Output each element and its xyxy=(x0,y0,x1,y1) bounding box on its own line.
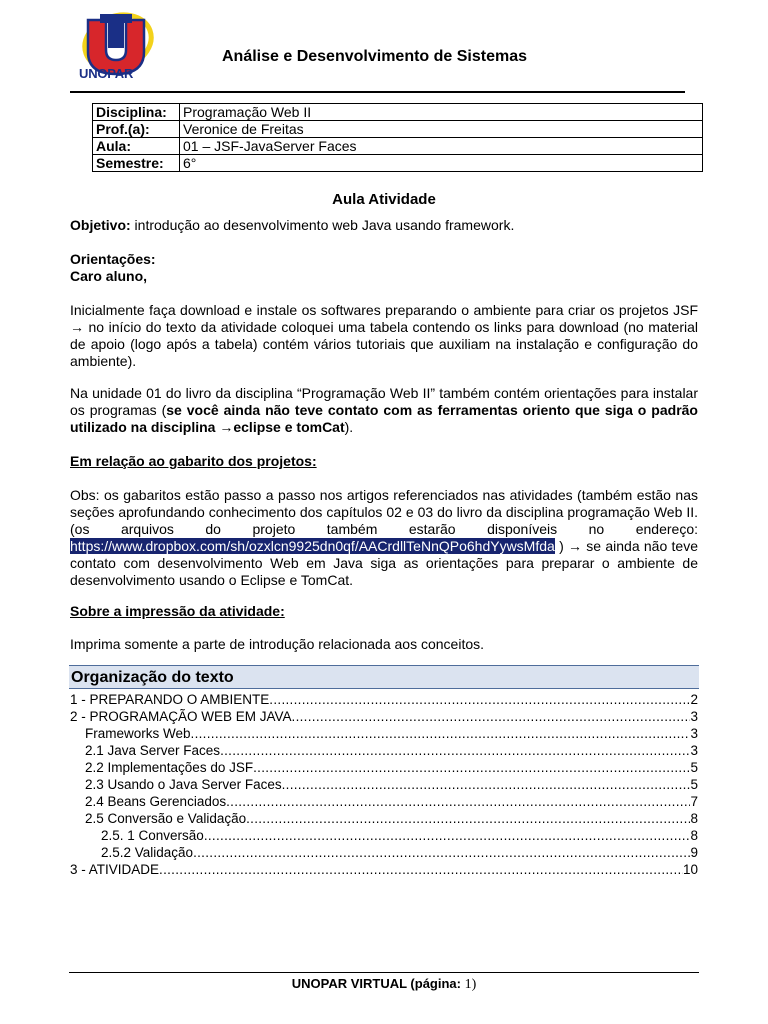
toc-entry-page: 2 xyxy=(690,692,698,707)
table-of-contents xyxy=(70,691,698,878)
arrow-icon: → xyxy=(219,419,234,435)
page-footer xyxy=(0,976,768,993)
footer-text: UNOPAR VIRTUAL (página: xyxy=(291,976,465,991)
table-row xyxy=(93,121,703,138)
arrow-icon: → xyxy=(568,538,583,554)
toc-entry-title: 2.2 Implementações do JSF xyxy=(85,760,254,775)
toc-entry-page: 10 xyxy=(682,862,698,877)
toc-entry[interactable] xyxy=(70,691,698,708)
orientacoes-label: Orientações: xyxy=(70,251,156,267)
table-row xyxy=(93,138,703,155)
paragraph-bold-text: eclipse e tomCat xyxy=(233,419,345,435)
header-divider xyxy=(70,91,685,93)
toc-entry-page: 9 xyxy=(690,845,698,860)
toc-dot-leader xyxy=(253,759,690,776)
paragraph-text: no início do texto da atividade coloquei uma tabela contendo os links para download (no material de apoio (logo após a tabela) contém vários tutoriais que auxiliam na instalação e configuração do ambiente). xyxy=(70,319,698,369)
toc-dot-leader xyxy=(282,776,691,793)
impressao-text: Imprima somente a parte de introdução relacionada aos conceitos. xyxy=(70,636,485,652)
toc-entry[interactable] xyxy=(70,708,698,725)
toc-entry-title: 2.5 Conversão e Validação xyxy=(85,811,247,826)
toc-entry-page: 8 xyxy=(690,828,698,843)
paragraph-text: ). xyxy=(344,419,354,435)
paragraph-text: ) xyxy=(554,538,569,554)
toc-entry-page: 3 xyxy=(690,709,698,724)
info-value: 6° xyxy=(180,155,703,172)
toc-entry[interactable] xyxy=(70,742,698,759)
toc-entry-title: 3 - ATIVIDADE xyxy=(70,862,160,877)
toc-entry-title: Frameworks Web xyxy=(85,726,191,741)
toc-entry[interactable] xyxy=(70,827,698,844)
toc-entry[interactable] xyxy=(70,759,698,776)
toc-entry-page: 3 xyxy=(690,743,698,758)
toc-entry-page: 8 xyxy=(690,811,698,826)
objetivo-label: Objetivo: xyxy=(70,217,131,233)
toc-entry[interactable] xyxy=(70,725,698,742)
toc-entry[interactable] xyxy=(70,861,698,878)
toc-dot-leader xyxy=(246,810,690,827)
toc-entry-page: 5 xyxy=(690,760,698,775)
info-label: Aula: xyxy=(93,138,180,155)
greeting: Caro aluno, xyxy=(70,268,148,284)
paragraph-text: Inicialmente faça download e instale os softwares preparando o ambiente para criar os projetos JSF xyxy=(70,302,698,318)
toc-entry-title: 2.5. 1 Conversão xyxy=(101,828,204,843)
objetivo-paragraph xyxy=(70,217,698,234)
logo-text: UNOPAR xyxy=(79,66,134,81)
toc-entry-title: 2.3 Usando o Java Server Faces xyxy=(85,777,282,792)
toc-entry-title: 2.5.2 Validação xyxy=(101,845,194,860)
dropbox-link[interactable]: https://www.dropbox.com/sh/ozxlcn9925dn0qf/AACrdllTeNnQPo6hdYywsMfda xyxy=(70,538,555,554)
toc-dot-leader xyxy=(226,793,690,810)
info-label: Disciplina: xyxy=(93,104,180,121)
paragraph-text: se ainda não teve contato com desenvolvimento Web em Java siga as orientações para preparar o ambiente de desenvolvimento usando o Eclipse e TomCat. xyxy=(70,538,698,588)
toc-heading: Organização do texto xyxy=(69,665,699,689)
toc-dot-leader xyxy=(292,708,691,725)
info-label: Prof.(a): xyxy=(93,121,180,138)
toc-entry[interactable] xyxy=(70,844,698,861)
paragraph-unidade xyxy=(70,385,698,436)
section-title: Aula Atividade xyxy=(332,191,436,208)
toc-entry-title: 2.4 Beans Gerenciados xyxy=(85,794,227,809)
table-row xyxy=(93,155,703,172)
paragraph-gabarito xyxy=(70,487,698,589)
toc-entry-page: 7 xyxy=(690,794,698,809)
toc-entry[interactable] xyxy=(70,793,698,810)
objetivo-text: introdução ao desenvolvimento web Java usando framework. xyxy=(130,217,515,233)
page-title: Análise e Desenvolvimento de Sistemas xyxy=(222,48,528,65)
orientacoes-heading xyxy=(70,251,698,285)
toc-entry[interactable] xyxy=(70,810,698,827)
toc-entry-title: 2.1 Java Server Faces xyxy=(85,743,221,758)
paragraph-intro xyxy=(70,302,698,370)
impressao-heading: Sobre a impressão da atividade: xyxy=(70,603,285,619)
info-value: 01 – JSF-JavaServer Faces xyxy=(180,138,703,155)
toc-dot-leader xyxy=(159,861,683,878)
gabarito-heading: Em relação ao gabarito dos projetos: xyxy=(70,453,317,469)
paragraph-bold-text: se você ainda não teve contato com as ferramentas oriento que siga o padrão utilizado na disciplina xyxy=(70,402,698,435)
paragraph-text: Obs: os gabaritos estão passo a passo nos artigos referenciados nas atividades (também estão nas seções aprofundando conhecimento dos capítulos 02 e 03 do livro da disciplina programação Web II. (os arquivos do projeto também estarão disponíveis no endereço: xyxy=(70,487,698,537)
table-row xyxy=(93,104,703,121)
toc-entry-title: 1 - PREPARANDO O AMBIENTE xyxy=(70,692,270,707)
toc-dot-leader xyxy=(220,742,690,759)
toc-entry-title: 2 - PROGRAMAÇÃO WEB EM JAVA xyxy=(70,709,292,724)
arrow-icon: → xyxy=(70,319,84,335)
toc-dot-leader xyxy=(191,725,691,742)
course-info-table xyxy=(92,103,703,172)
paragraph-text: Na unidade 01 do livro da disciplina “Programação Web II” também contém orientações para instalar os programas ( xyxy=(70,385,698,418)
footer-divider xyxy=(69,972,699,973)
toc-entry[interactable] xyxy=(70,776,698,793)
toc-entry-page: 3 xyxy=(690,726,698,741)
info-label: Semestre: xyxy=(93,155,180,172)
toc-dot-leader xyxy=(269,691,690,708)
info-value: Programação Web II xyxy=(180,104,703,121)
toc-dot-leader xyxy=(204,827,691,844)
toc-entry-page: 5 xyxy=(690,777,698,792)
toc-dot-leader xyxy=(193,844,690,861)
info-value: Veronice de Freitas xyxy=(180,121,703,138)
footer-page-number: 1) xyxy=(464,977,477,992)
